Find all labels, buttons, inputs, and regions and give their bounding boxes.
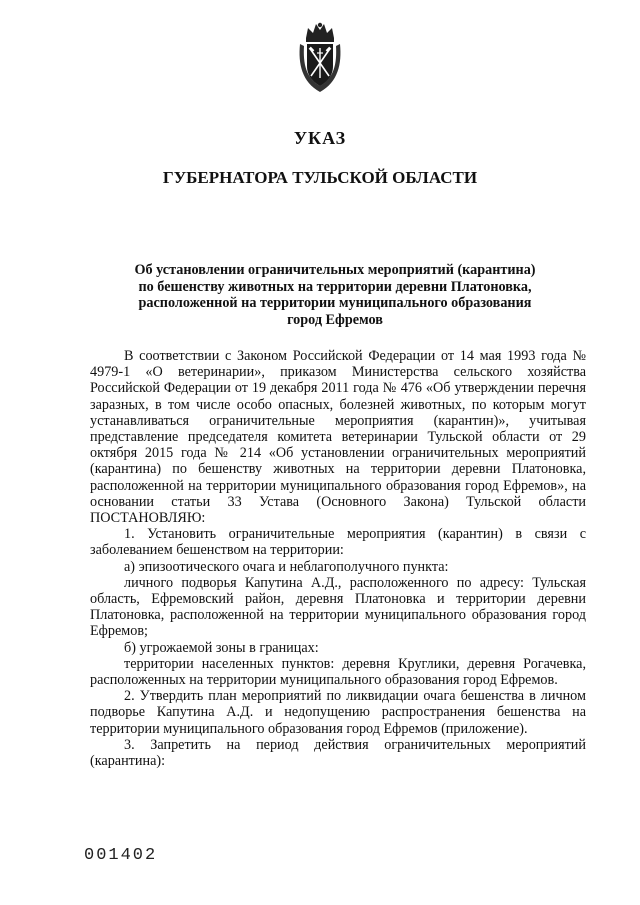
subject-line: по бешенству животных на территории деревни Платоновка,	[138, 278, 532, 295]
item-1b-text: территории населенных пунктов: деревня Круглики, деревня Рогачевка, расположенных на территории муниципального образования город Ефремов.	[90, 655, 586, 689]
tula-coat-of-arms-icon	[296, 20, 344, 94]
document-type: УКАЗ	[293, 128, 347, 148]
registration-number: 001402	[84, 846, 158, 865]
item-1a-heading: а) эпизоотического очага и неблагополучного пункта:	[124, 558, 449, 575]
item-1b-heading: б) угрожаемой зоны в границах:	[124, 639, 319, 656]
document-subject	[90, 262, 580, 328]
subject-line: Об установлении ограничительных мероприятий (карантина)	[134, 262, 536, 278]
item-3: 3. Запретить на период действия ограничительных мероприятий (карантина):	[90, 736, 586, 770]
item-1a-text: личного подворья Капутина А.Д., расположенного по адресу: Тульская область, Ефремовский район, деревня Платоновка и территории деревни Платоновка, расположенной на территории муниципального образования город Ефремов;	[90, 574, 586, 640]
issuer: ГУБЕРНАТОРА ТУЛЬСКОЙ ОБЛАСТИ	[162, 168, 478, 187]
subject-line: расположенной на территории муниципального образования	[138, 295, 532, 311]
subject-line: город Ефремов	[287, 311, 383, 328]
document-body	[90, 348, 586, 769]
item-2: 2. Утвердить план мероприятий по ликвидации очага бешенства в личном подворье Капутина А.Д. и недопущению распространения бешенства на территории муниципального образования город Ефремов (приложение).	[90, 688, 586, 737]
item-1: 1. Установить ограничительные мероприятия (карантин) в связи с заболеванием бешенством на территории:	[90, 526, 586, 559]
preamble-paragraph: В соответствии с Законом Российской Федерации от 14 мая 1993 года № 4979-1 «О ветеринарии», приказом Министерства сельского хозяйства Российской Федерации от 19 декабря 2011 года № 476 «Об утверждении перечня заразных, в том числе особо опасных, болезней животных, по которым могут устанавливаться ограничительные мероприятия (карантин)», учитывая представление председателя комитета ветеринарии Тульской области от 29 октября 2015 года № 214 «Об установлении ограничительных мероприятий (карантина) по бешенству животных на территории деревни Платоновка, расположенной на территории муниципального образования город Ефремов», на основании статьи 33 Устава (Основного Закона) Тульской области ПОСТАНОВЛЯЮ:	[90, 348, 586, 527]
